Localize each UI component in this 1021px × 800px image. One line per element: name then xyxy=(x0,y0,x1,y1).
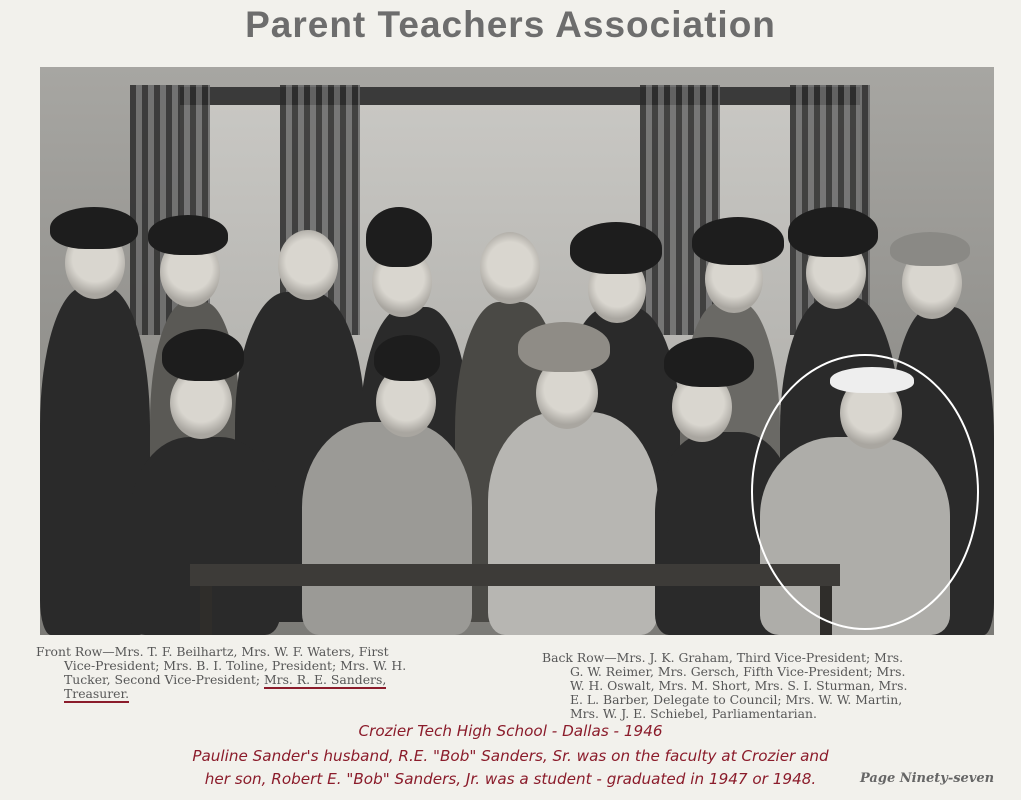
treasurer-underlined: Treasurer. xyxy=(64,686,130,701)
sanders-underlined-name: Mrs. R. E. Sanders, xyxy=(263,672,387,687)
photo-table xyxy=(190,564,840,586)
photo-person-hat xyxy=(50,207,138,249)
caption-line: Mrs. W. J. E. Schiebel, Parliamentarian. xyxy=(570,706,817,721)
annotation-school: Crozier Tech High School - Dallas - 1946 xyxy=(358,722,663,740)
photo-person-hat xyxy=(692,217,784,265)
caption-line: Back Row—Mrs. J. K. Graham, Third Vice-President; Mrs. xyxy=(542,650,904,665)
photo-person-head xyxy=(480,232,540,304)
photo-curtain xyxy=(640,85,720,335)
annotation-son: her son, Robert E. "Bob" Sanders, Jr. was a student - graduated in 1947 or 1948. xyxy=(204,770,817,788)
photo-person xyxy=(302,422,472,635)
back-row-caption xyxy=(542,651,994,721)
photo-person-hat xyxy=(570,222,662,274)
caption-line-text: Tucker, Second Vice-President; xyxy=(64,672,260,687)
highlight-circle xyxy=(751,354,979,630)
caption-line: W. H. Oswalt, Mrs. M. Short, Mrs. S. I. Sturman, Mrs. xyxy=(570,678,908,693)
photo-person-head xyxy=(278,230,338,300)
photo-person-hat xyxy=(366,207,432,267)
page-number: Page Ninety-seven xyxy=(860,771,995,786)
photo-person-hat xyxy=(788,207,878,257)
caption-line xyxy=(36,673,486,687)
front-row-caption xyxy=(36,645,486,701)
caption-line: Front Row—Mrs. T. F. Beilhartz, Mrs. W. F. Waters, First xyxy=(36,644,389,659)
photo-person-hat xyxy=(162,329,244,381)
photo-person xyxy=(488,412,658,635)
caption-line: Vice-President; Mrs. B. I. Toline, President; Mrs. W. H. xyxy=(64,658,407,673)
annotation-husband: Pauline Sander's husband, R.E. "Bob" Sanders, Sr. was on the faculty at Crozier and xyxy=(192,747,829,765)
caption-line: G. W. Reimer, Mrs. Gersch, Fifth Vice-President; Mrs. xyxy=(570,664,906,679)
caption-line xyxy=(36,687,486,701)
photo-person-hat xyxy=(148,215,228,255)
photo-person-hat xyxy=(518,322,610,372)
page-title: Parent Teachers Association xyxy=(245,4,776,45)
photo-person-hat xyxy=(374,335,440,381)
photo-table-leg xyxy=(200,586,212,635)
photo-person-hat xyxy=(664,337,754,387)
photo-person-hat xyxy=(890,232,970,266)
caption-line: E. L. Barber, Delegate to Council; Mrs. W. W. Martin, xyxy=(570,692,903,707)
